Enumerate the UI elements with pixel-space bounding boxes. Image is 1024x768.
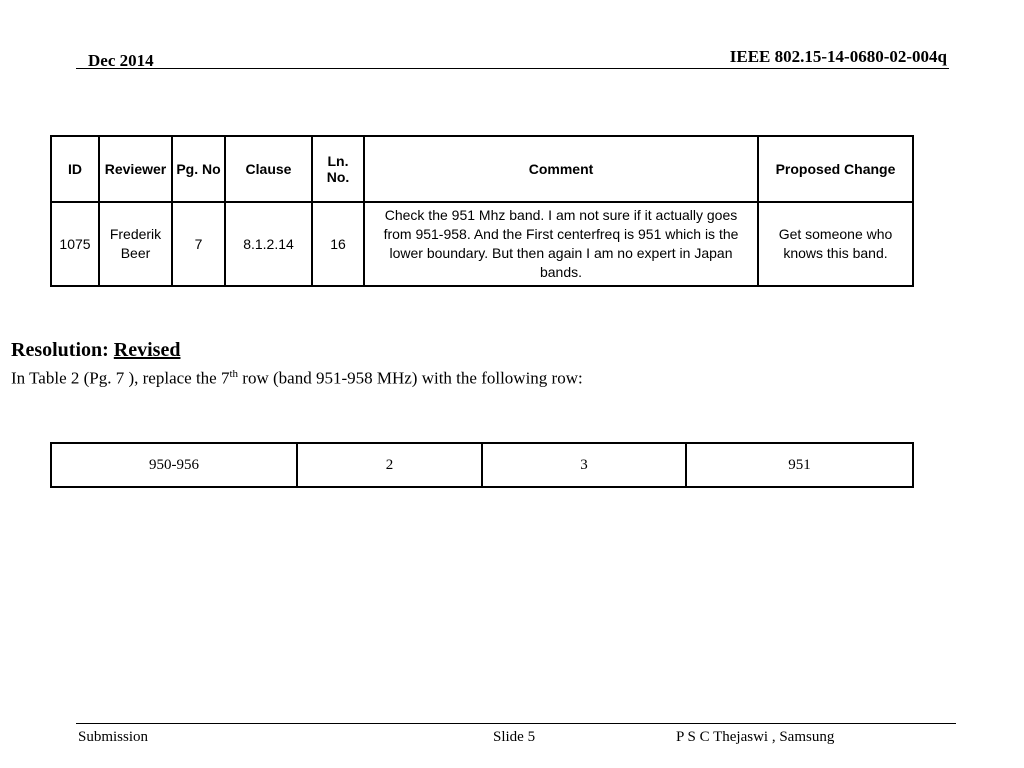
resolution-text-after: row (band 951-958 MHz) with the following row: — [238, 368, 583, 388]
resolution-text — [11, 368, 583, 389]
cell-ln-no: 16 — [312, 202, 364, 286]
footer-author: P S C Thejaswi , Samsung — [676, 729, 835, 745]
footer-submission: Submission — [78, 729, 149, 745]
resolution-status: Revised — [113, 339, 181, 361]
replacement-cell-band: 950-956 — [51, 443, 297, 487]
column-header-clause: Clause — [225, 136, 312, 202]
table-row — [51, 443, 913, 487]
replacement-row-table — [50, 442, 914, 488]
replacement-cell-4: 951 — [686, 443, 913, 487]
resolution-label: Resolution: — [11, 339, 109, 361]
header-doc-id: IEEE 802.15-14-0680-02-004q — [729, 47, 947, 66]
cell-comment: Check the 951 Mhz band. I am not sure if it actually goes from 951-958. And the First centerfreq is 951 which is the lower boundary. But then again I am no expert in Japan bands. — [364, 202, 758, 286]
cell-clause: 8.1.2.14 — [225, 202, 312, 286]
cell-proposed-change: Get someone who knows this band. — [758, 202, 913, 286]
replacement-cell-2: 2 — [297, 443, 482, 487]
table-row — [51, 202, 913, 286]
column-header-pg-no: Pg. No — [172, 136, 225, 202]
cell-reviewer: Frederik Beer — [99, 202, 172, 286]
cell-pg-no: 7 — [172, 202, 225, 286]
replacement-cell-3: 3 — [482, 443, 686, 487]
column-header-id: ID — [51, 136, 99, 202]
header-date: Dec 2014 — [88, 51, 154, 70]
comment-table — [50, 135, 914, 287]
resolution-heading — [11, 339, 180, 362]
resolution-text-before: In Table 2 (Pg. 7 ), replace the 7 — [11, 368, 230, 388]
column-header-comment: Comment — [364, 136, 758, 202]
footer-slide-number: Slide 5 — [493, 729, 536, 745]
resolution-superscript: th — [229, 368, 239, 380]
column-header-proposed-change: Proposed Change — [758, 136, 913, 202]
footer-divider — [76, 723, 956, 724]
cell-id: 1075 — [51, 202, 99, 286]
header-divider — [76, 68, 949, 69]
comment-table-header-row — [51, 136, 913, 202]
column-header-reviewer: Reviewer — [99, 136, 172, 202]
column-header-ln-no: Ln. No. — [312, 136, 364, 202]
